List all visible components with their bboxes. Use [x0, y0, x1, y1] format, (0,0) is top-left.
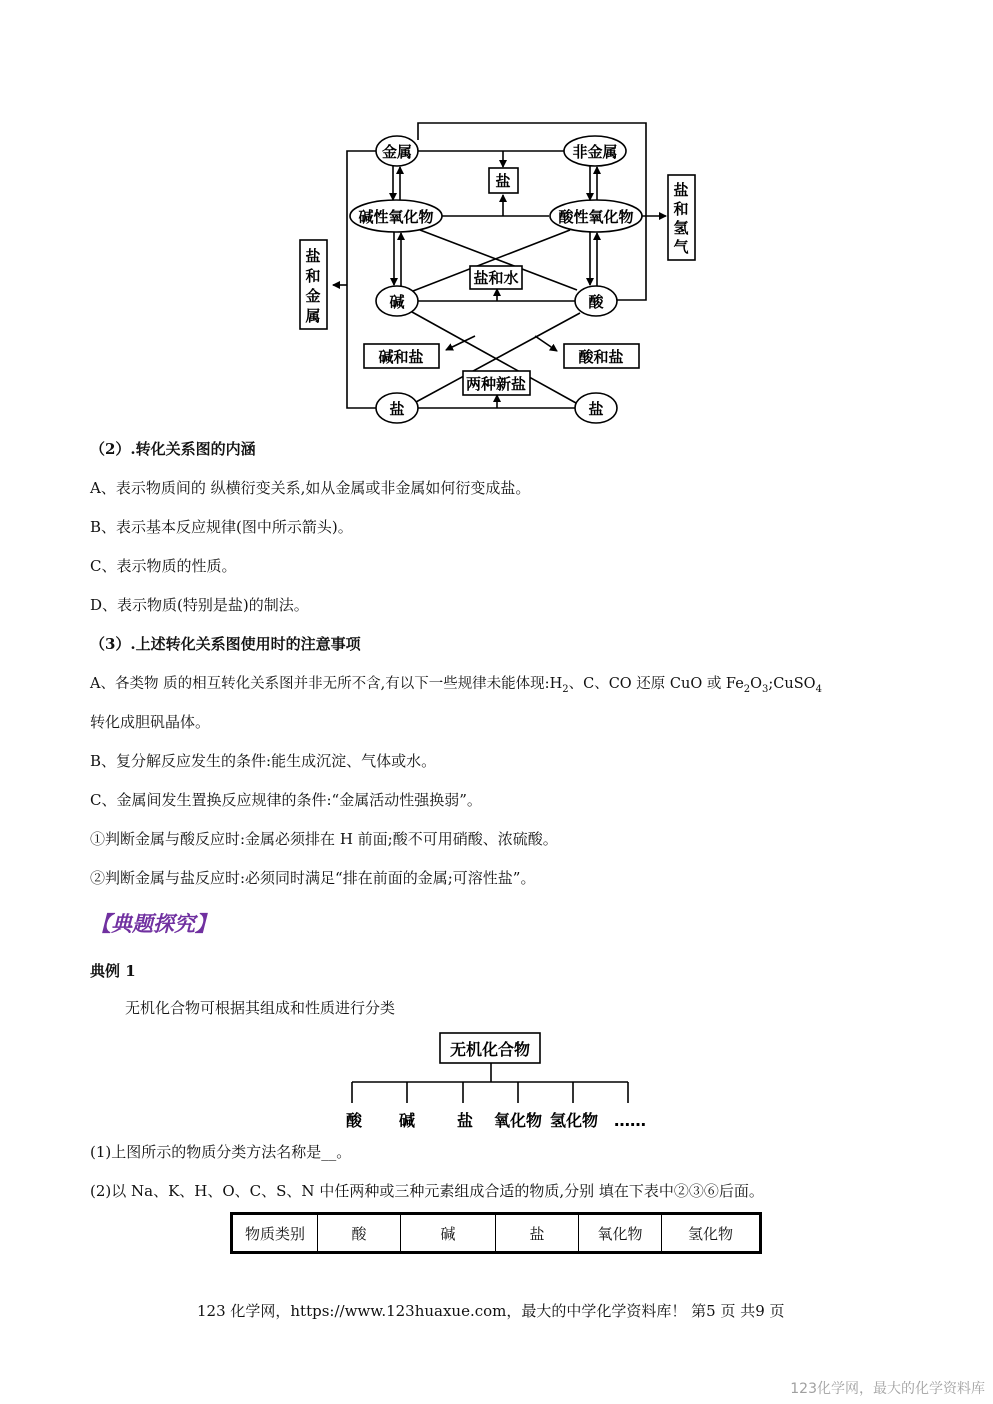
label-salt-top: 盐: [495, 172, 511, 190]
label-two-new-salts: 两种新盐: [465, 375, 527, 393]
tree-leaf-acid: 酸: [345, 1111, 363, 1130]
conversion-diagram: [290, 115, 720, 430]
section3-title: （3）.上述转化关系图使用时的注意事项: [90, 635, 361, 653]
explore-heading: 【典题探究】: [90, 912, 216, 936]
label-metal: 金属: [381, 143, 413, 161]
section2-item-a: A、表示物质间的 纵横衍变关系,如从金属或非金属如何衍变成盐。: [90, 479, 531, 497]
label-salt-hydrogen-1: 盐: [673, 181, 689, 199]
label-salt-metal-1: 盐: [305, 247, 321, 265]
section3-item-a: A、各类物 质的相互转化关系图并非无所不含,有以下一些规律未能体现$:H_2$、C、CO 还原 CuO 或 $Fe_2O_3;CuSO_4$: [90, 676, 822, 695]
arrow-to-acid-salt: [535, 336, 557, 351]
section3-item-b: B、复分解反应发生的条件:能生成沉淀、气体或水。: [90, 752, 437, 770]
section3-item-a-cont: 转化成胆矾晶体。: [90, 713, 211, 731]
label-salt-metal-4: 属: [305, 307, 321, 325]
section3-item-c: C、金属间发生置换反应规律的条件:“金属活动性强换弱”。: [90, 791, 482, 809]
tree-leaf-ellipsis: ……: [614, 1111, 646, 1130]
table-header-salt: 盐: [496, 1214, 579, 1253]
section3-note-2: ②判断金属与盐反应时:必须同时满足“排在前面的金属;可溶性盐”。: [90, 869, 536, 887]
question-2: (2)以 Na、K、H、O、C、S、N 中任两种或三种元素组成合适的物质,分别 填在下表中②③⑥后面。: [90, 1182, 764, 1200]
label-salt-hydrogen-4: 气: [673, 238, 689, 256]
question-1: (1)上图所示的物质分类方法名称是__。: [90, 1143, 352, 1161]
label-acid-salt: 酸和盐: [578, 348, 624, 366]
section2-item-b: B、表示基本反应规律(图中所示箭头)。: [90, 518, 353, 536]
section2-title: （2）.转化关系图的内涵: [90, 440, 256, 458]
section3-note-1: ①判断金属与酸反应时:金属必须排在 H 前面;酸不可用硝酸、浓硫酸。: [90, 830, 558, 848]
tree-leaf-base: 碱: [398, 1111, 416, 1130]
tree-leaf-salt: 盐: [456, 1111, 474, 1130]
label-base-salt: 碱和盐: [378, 348, 424, 366]
page-footer: 123 化学网，https://www.123huaxue.com，最大的中学化学资料库！ 第5 页 共9 页: [197, 1302, 785, 1320]
tree-leaf-oxide: 氧化物: [493, 1111, 543, 1130]
tree-root-label: 无机化合物: [449, 1040, 531, 1059]
table-header-acid: 酸: [318, 1214, 401, 1253]
example-title: 典例 1: [90, 962, 136, 980]
label-salt-metal-2: 和: [305, 267, 321, 285]
label-nonmetal: 非金属: [572, 143, 618, 161]
label-basic-oxide: 碱性氧化物: [358, 208, 434, 226]
table-header-oxide: 氧化物: [579, 1214, 662, 1253]
label-salt-metal-3: 金: [305, 287, 321, 305]
section2-item-c: C、表示物质的性质。: [90, 557, 237, 575]
table-header-base: 碱: [401, 1214, 496, 1253]
label-salt-left: 盐: [389, 400, 405, 418]
section2-item-d: D、表示物质(特别是盐)的制法。: [90, 596, 309, 614]
label-salt-hydrogen-2: 和: [673, 200, 689, 218]
table-header-hydride: 氢化物: [662, 1214, 761, 1253]
label-salt-hydrogen-3: 氢: [673, 219, 689, 237]
label-base: 碱: [389, 293, 405, 311]
label-acidic-oxide: 酸性氧化物: [558, 208, 634, 226]
label-salt-water: 盐和水: [473, 269, 519, 287]
classification-table: [230, 1212, 762, 1254]
label-salt-right: 盐: [588, 400, 604, 418]
watermark: 123化学网，最大的化学资料库: [790, 1381, 985, 1397]
example-intro: 无机化合物可根据其组成和性质进行分类: [125, 999, 396, 1017]
tree-leaf-hydride: 氢化物: [549, 1111, 599, 1130]
classification-tree: [330, 1028, 660, 1136]
table-row: [232, 1214, 761, 1253]
table-header-category: 物质类别: [232, 1214, 318, 1253]
label-acid: 酸: [588, 293, 604, 311]
frame-line-left: [347, 151, 378, 408]
